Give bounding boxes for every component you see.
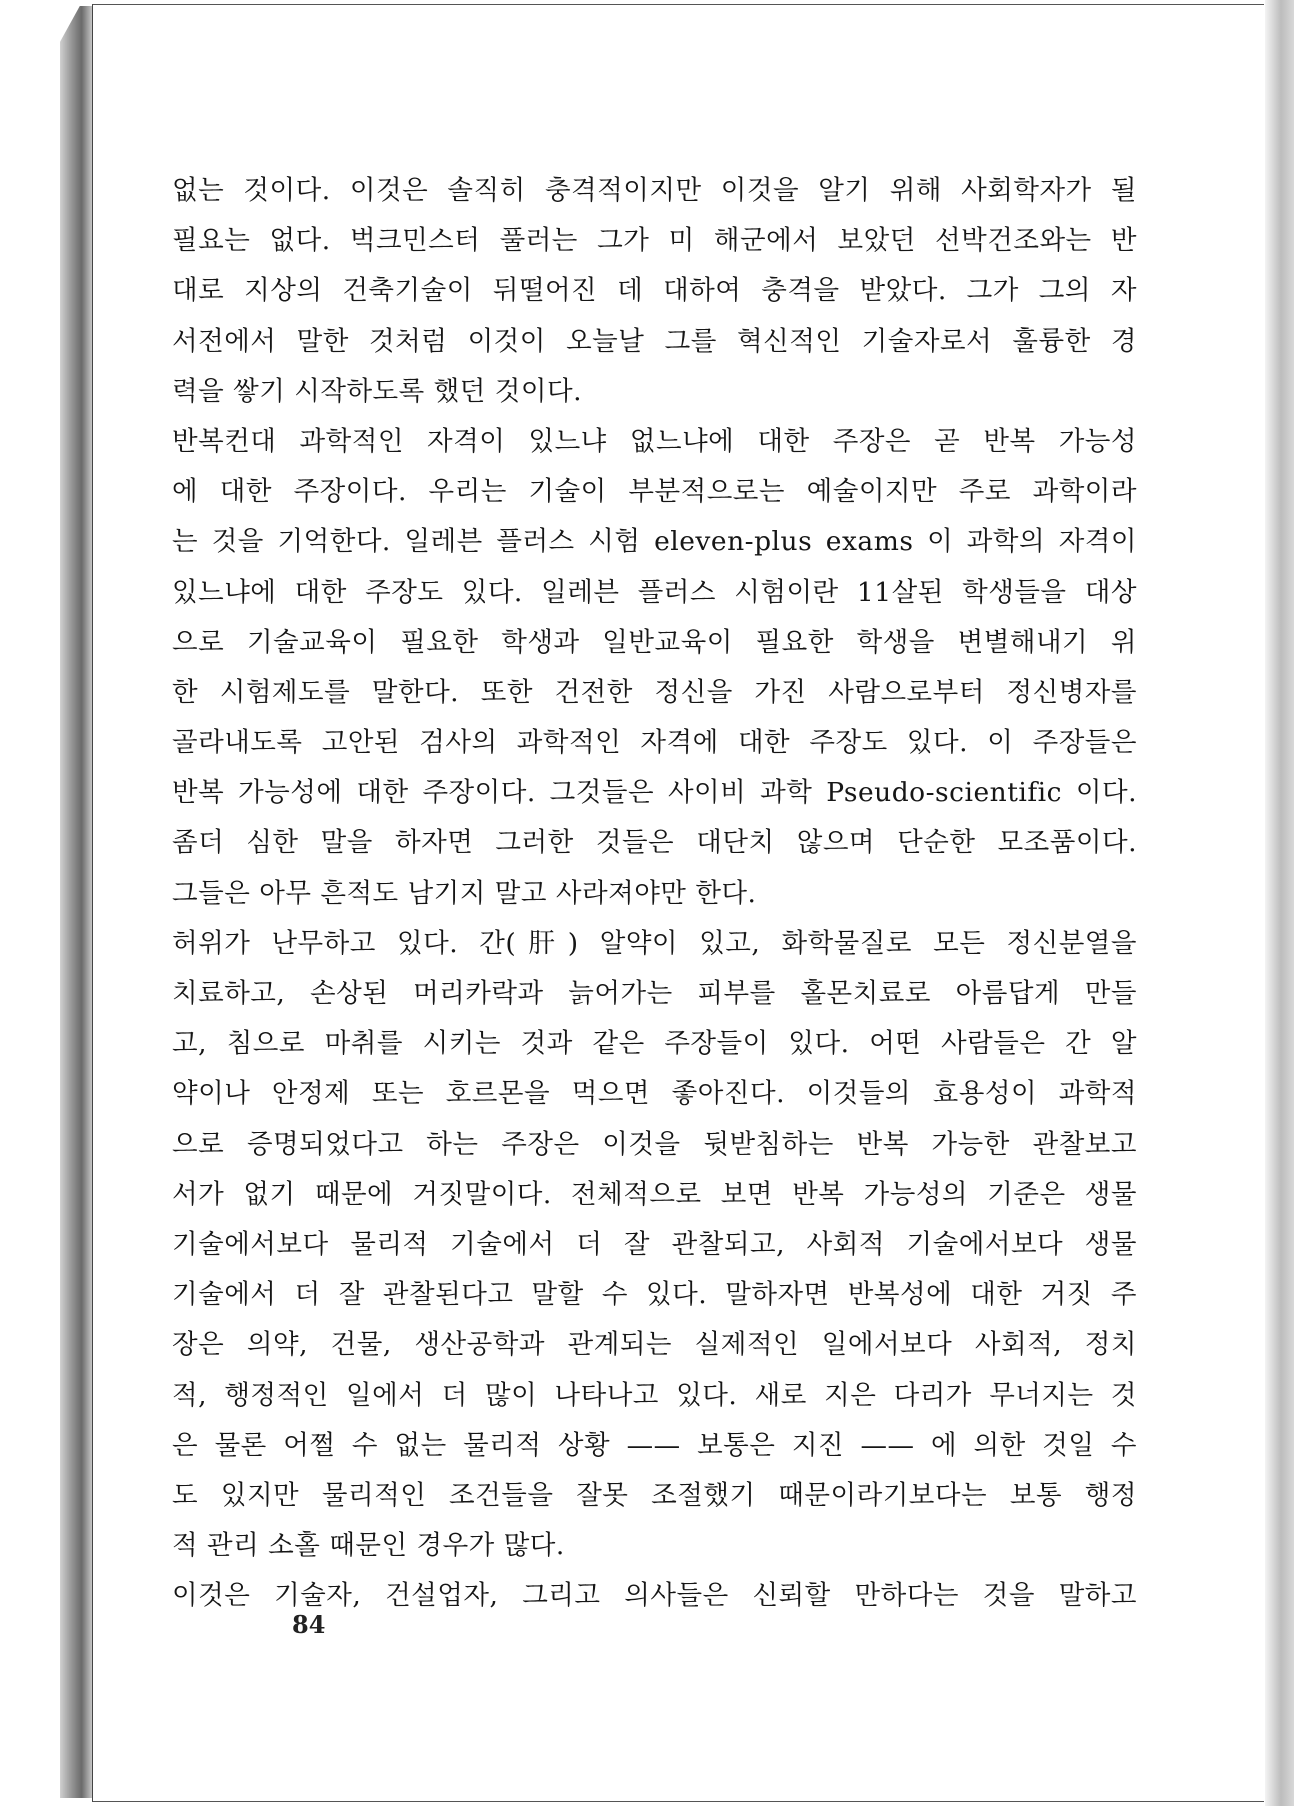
text-line: 약이나 안정제 또는 호르몬을 먹으면 좋아진다. 이것들의 효용성이 과학적 <box>172 1078 1137 1110</box>
text-line: 그들은 아무 흔적도 남기지 말고 사라져야만 한다. <box>172 877 757 909</box>
page-number: 84 <box>292 1610 326 1639</box>
text-line: 허위가 난무하고 있다. 간(肝) 알약이 있고, 화학물질로 모든 정신분열을 <box>172 927 1137 959</box>
text-line: 력을 쌓기 시작하도록 했던 것이다. <box>172 375 583 407</box>
text-line: 고, 침으로 마취를 시키는 것과 같은 주장들이 있다. 어떤 사람들은 간 알 <box>172 1028 1137 1060</box>
body-text <box>172 166 1137 1621</box>
text-line: 기술에서 더 잘 관찰된다고 말할 수 있다. 말하자면 반복성에 대한 거짓 주 <box>172 1279 1137 1311</box>
page-right-edge <box>1265 0 1294 1806</box>
text-line: 있느냐에 대한 주장도 있다. 일레븐 플러스 시험이란 11살된 학생들을 대상 <box>172 576 1137 608</box>
text-line: 은 물론 어쩔 수 없는 물리적 상황 —— 보통은 지진 —— 에 의한 것일 수 <box>172 1429 1137 1461</box>
text-line: 는 것을 기억한다. 일레븐 플러스 시험 eleven-plus exams 이 과학의 자격이 <box>172 526 1137 558</box>
text-line: 으로 기술교육이 필요한 학생과 일반교육이 필요한 학생을 변별해내기 위 <box>172 626 1137 658</box>
text-line: 적, 행정적인 일에서 더 많이 나타나고 있다. 새로 지은 다리가 무너지는 것 <box>172 1379 1137 1411</box>
text-line: 도 있지만 물리적인 조건들을 잘못 조절했기 때문이라기보다는 보통 행정 <box>172 1479 1137 1511</box>
text-line: 좀더 심한 말을 하자면 그러한 것들은 대단치 않으며 단순한 모조품이다. <box>172 827 1137 859</box>
text-line: 대로 지상의 건축기술이 뒤떨어진 데 대하여 충격을 받았다. 그가 그의 자 <box>172 275 1137 307</box>
text-line: 없는 것이다. 이것은 솔직히 충격적이지만 이것을 알기 위해 사회학자가 될 <box>172 175 1137 206</box>
text-line: 골라내도록 고안된 검사의 과학적인 자격에 대한 주장도 있다. 이 주장들은 <box>172 727 1137 759</box>
book-spine-edge <box>60 6 96 1798</box>
text-line: 서전에서 말한 것처럼 이것이 오늘날 그를 혁신적인 기술자로서 훌륭한 경 <box>172 325 1137 357</box>
text-line: 필요는 없다. 벅크민스터 풀러는 그가 미 해군에서 보았던 선박건조와는 반 <box>172 225 1137 257</box>
text-line: 서가 없기 때문에 거짓말이다. 전체적으로 보면 반복 가능성의 기준은 생물 <box>172 1178 1137 1210</box>
text-line: 에 대한 주장이다. 우리는 기술이 부분적으로는 예술이지만 주로 과학이라 <box>172 476 1137 508</box>
text-line: 반복 가능성에 대한 주장이다. 그것들은 사이비 과학 Pseudo-scientific 이다. <box>172 777 1137 809</box>
text-line: 한 시험제도를 말한다. 또한 건전한 정신을 가진 사람으로부터 정신병자를 <box>172 676 1137 708</box>
text-line: 적 관리 소홀 때문인 경우가 많다. <box>172 1530 565 1562</box>
text-line: 장은 의약, 건물, 생산공학과 관계되는 실제적인 일에서보다 사회적, 정치 <box>172 1329 1137 1361</box>
text-line: 반복컨대 과학적인 자격이 있느냐 없느냐에 대한 주장은 곧 반복 가능성 <box>172 425 1137 457</box>
text-line: 으로 증명되었다고 하는 주장은 이것을 뒷받침하는 반복 가능한 관찰보고 <box>172 1128 1137 1160</box>
text-line: 이것은 기술자, 건설업자, 그리고 의사들은 신뢰할 만하다는 것을 말하고 <box>172 1580 1137 1612</box>
text-line: 치료하고, 손상된 머리카락과 늙어가는 피부를 홀몬치료로 아름답게 만들 <box>172 978 1137 1009</box>
text-line: 기술에서보다 물리적 기술에서 더 잘 관찰되고, 사회적 기술에서보다 생물 <box>172 1228 1137 1260</box>
